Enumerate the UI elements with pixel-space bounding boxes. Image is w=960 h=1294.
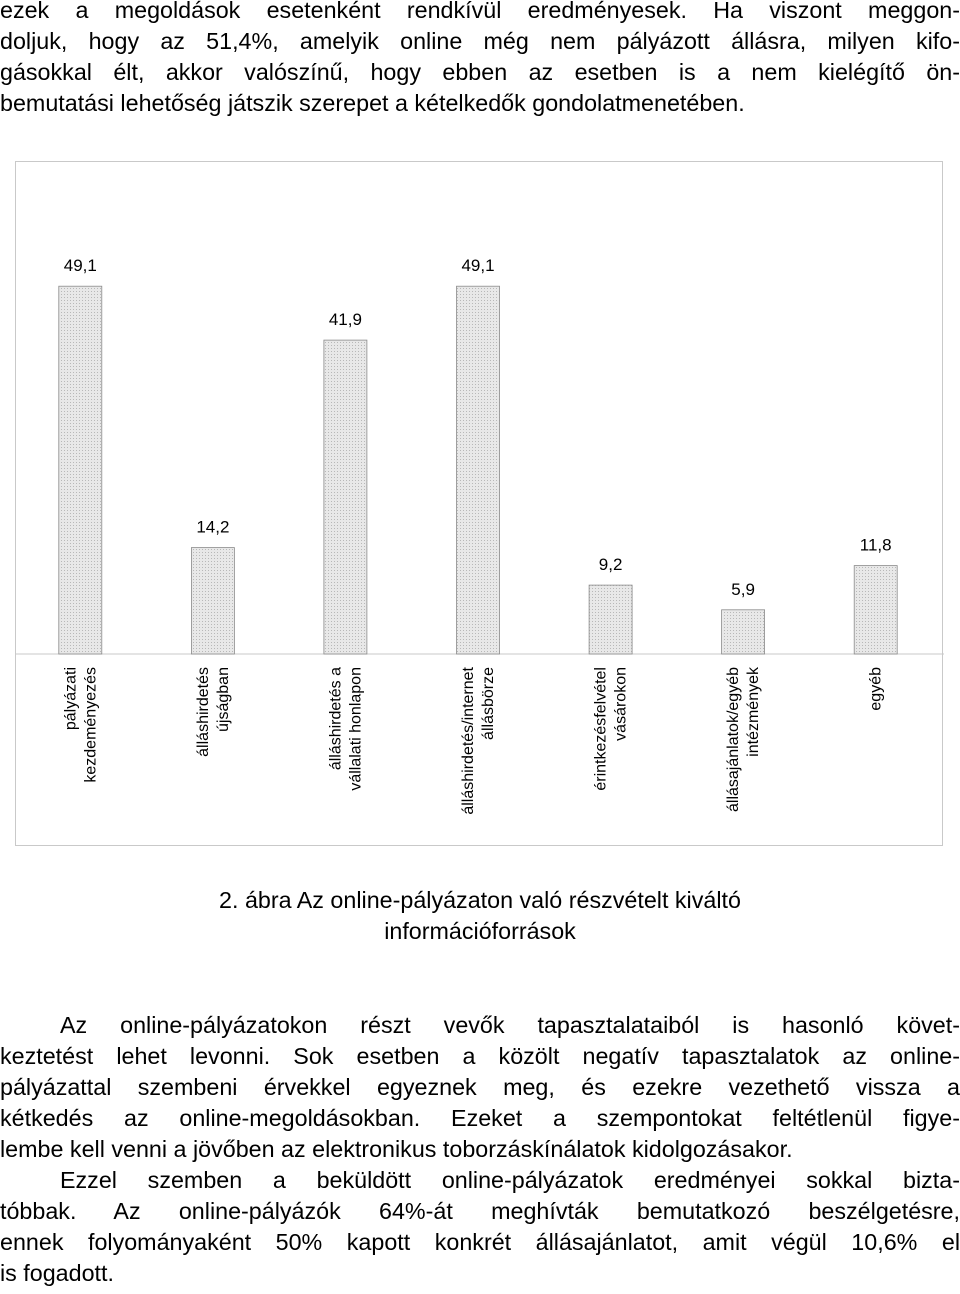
text-line: doljuk, hogy az 51,4%, amelyik online még nem pályázott állásra, milyen kifo- xyxy=(0,28,960,54)
category-label-5-1: intézmények xyxy=(745,667,763,757)
text-line: kétkedés az online-megoldásokban. Ezeket a szempontokat feltétlenül figye- xyxy=(0,1105,960,1131)
value-label-2: 41,9 xyxy=(328,310,362,330)
figure-caption xyxy=(0,885,960,947)
value-label-6: 11,8 xyxy=(859,535,892,555)
value-label-1: 14,2 xyxy=(196,517,230,537)
category-label-2-0: álláshirdetés a xyxy=(327,667,345,771)
bar-5 xyxy=(722,610,765,654)
bars-group xyxy=(59,286,897,654)
category-label-1-1: újságban xyxy=(214,667,232,732)
category-label-2-1: vállalati honlapon xyxy=(347,667,365,791)
text-line: pályázattal szembeni érvekkel egyeznek meg, és ezekre vezethető vissza a xyxy=(0,1074,960,1100)
caption-line-1: 2. ábra Az online-pályázaton való részvételt kiváltó xyxy=(219,887,741,913)
text-line: ezek a megoldások esetenként rendkívül eredményesek. Ha viszont meggon- xyxy=(0,0,960,23)
category-label-3-1: állásbörze xyxy=(480,667,497,740)
bottom-paragraph xyxy=(0,1010,960,1289)
value-label-0: 49,1 xyxy=(63,256,97,276)
category-label-0-0: pályázati xyxy=(62,667,80,731)
text-line: bemutatási lehetőség játszik szerepet a kételkedők gondolatmenetében. xyxy=(0,90,745,116)
category-label-0-1: kezdeményezés xyxy=(82,667,100,783)
text-line: ennek folyományaként 50% kapott konkrét állásajánlatot, amit végül 10,6% el xyxy=(0,1229,960,1255)
bar-4 xyxy=(589,585,632,654)
caption-line-2: információforrások xyxy=(384,918,576,944)
text-line: gásokkal élt, akkor valószínű, hogy ebben az esetben is a nem kielégítő ön- xyxy=(0,59,960,85)
category-label-3-0: álláshirdetés/internet xyxy=(460,667,477,815)
text-line: Ezzel szemben a beküldött online-pályázatok eredményei sokkal bizta- xyxy=(60,1167,960,1193)
category-label-5-0: állásajánlatok/egyéb xyxy=(725,667,743,812)
category-label-4-1: vásárokon xyxy=(612,667,630,741)
category-label-1-0: álláshirdetés xyxy=(194,667,212,757)
text-line: lembe kell venni a jövőben az elektronikus toborzáskínálatok kidolgozásakor. xyxy=(0,1136,793,1162)
bar-3 xyxy=(457,286,500,654)
value-label-4: 9,2 xyxy=(598,555,623,575)
text-line: Az online-pályázatokon részt vevők tapasztalataiból is hasonló követ- xyxy=(60,1012,960,1038)
chart-frame xyxy=(15,161,943,846)
category-labels-group xyxy=(62,666,884,815)
bar-6 xyxy=(854,566,897,654)
bar-2 xyxy=(324,340,367,654)
value-label-5: 5,9 xyxy=(731,579,755,599)
value-label-3: 49,1 xyxy=(461,256,495,276)
top-paragraph xyxy=(0,0,960,119)
text-line: keztetést lehet levonni. Sok esetben a közölt negatív tapasztalatok az online- xyxy=(0,1043,960,1069)
category-label-6-0: egyéb xyxy=(867,667,885,711)
bar-1 xyxy=(191,548,234,654)
bar-0 xyxy=(59,286,102,654)
text-line: tóbbak. Az online-pályázók 64%-át meghívták bemutatkozó beszélgetésre, xyxy=(0,1198,960,1224)
text-line: is fogadott. xyxy=(0,1260,114,1286)
category-label-4-0: érintkezésfelvétel xyxy=(592,667,610,791)
bar-chart xyxy=(16,162,944,847)
